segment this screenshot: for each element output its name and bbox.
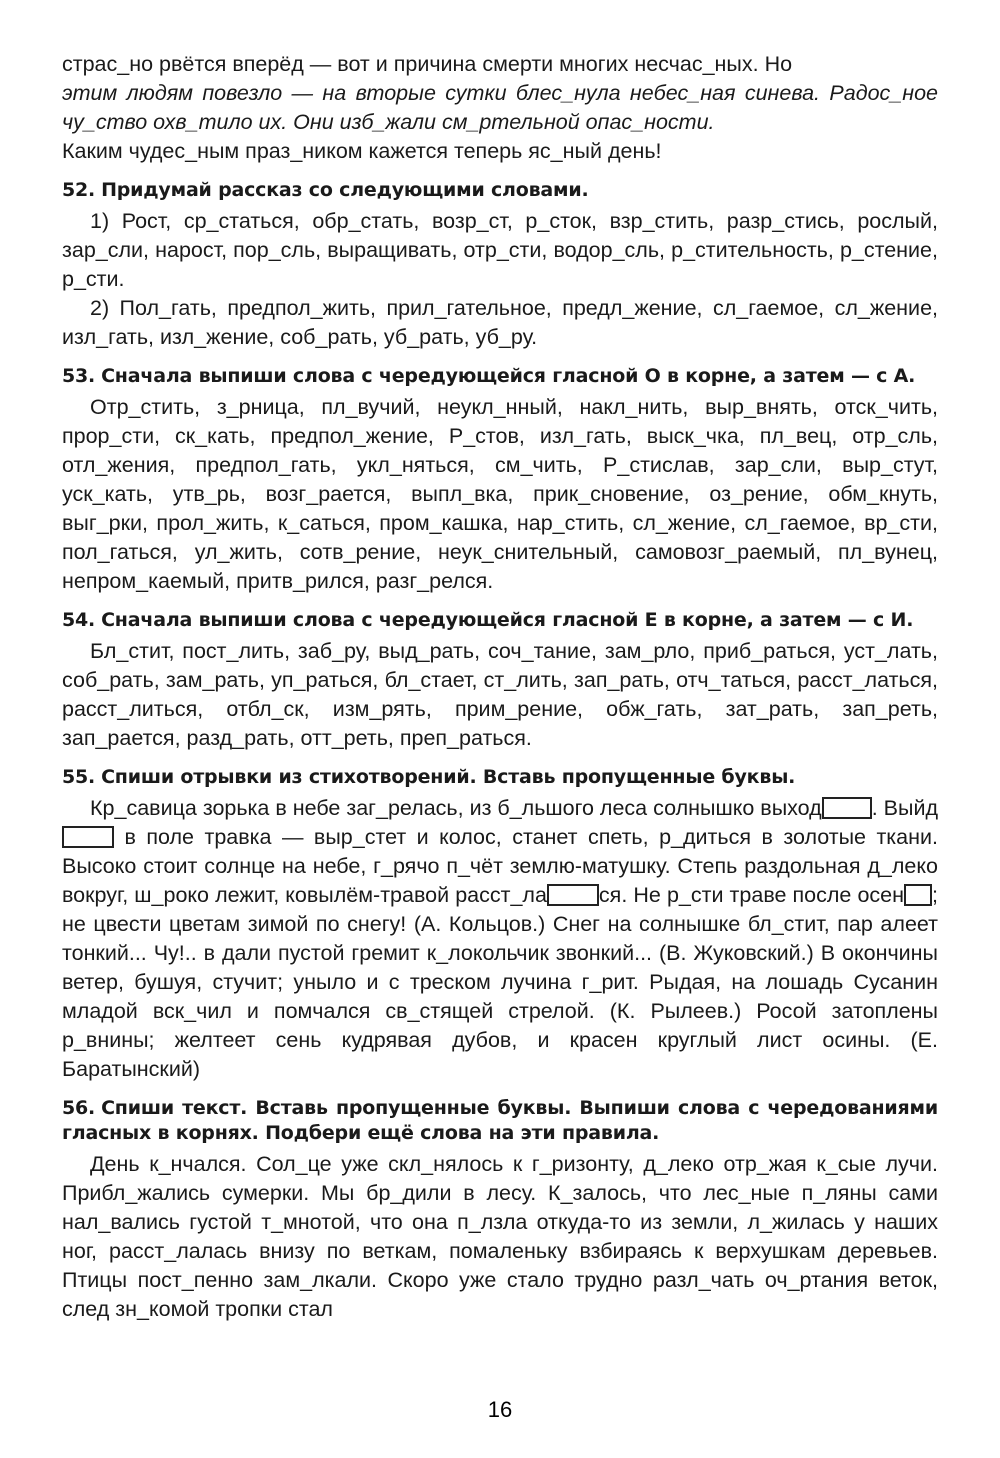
task-54-text: Бл_стит, пост_лить, заб_ру, выд_рать, соч_тание, зам_рло, приб_раться, уст_лать, соб_рать, зам_рать, уп_раться, бл_стает, ст_лить, зап_рать, отч_таться, расст_латься, расст_литься, отбл_ск, изм_рять, прим_рение, обж_гать, зат_рать, зап_реть, зап_рается, разд_рать, отт_реть, преп_раться.	[62, 639, 938, 750]
task-56-number: 56.	[62, 1097, 96, 1119]
task-52	[62, 178, 938, 352]
task-55-segment: в поле травка — выр_стет и колос, станет спеть, р_диться в золотые ткани. Высоко стоит солнце на небе, г_рячо п_чёт землю-матушку. Степь раздольная д_леко вокруг, ш_роко лежит, ковылём-травой расст_ла	[62, 825, 938, 907]
letter-blank-box	[822, 797, 872, 819]
task-55-segment: ; не цвести цветам зимой по снегу! (А. Кольцов.) Снег на солнышке бл_стит, пар алеет тонкий... Чу!.. в дали пустой гремит к_локольчик звонкий... (В. Жуковский.) В окончины ветер, бушуя, стучит; уныло и с треском лучина г_рит. Рыдая, на лошадь Сусанин младой вск_чил и помчался св_стящей стрелой. (К. Рылеев.) Росой затоплены р_внины; желтеет сень кудрявая дубов, и красен круглый лист осины. (Е. Баратынский)	[62, 883, 938, 1081]
task-53-number: 53.	[62, 365, 96, 387]
intro-last-line: Каким чудес_ным праз_ником кажется теперь яс_ный день!	[62, 139, 662, 163]
page-number: 16	[487, 1397, 513, 1422]
task-54-number: 54.	[62, 609, 96, 631]
task-52-heading	[62, 178, 938, 203]
task-55	[62, 765, 938, 1084]
task-54-heading	[62, 608, 938, 633]
task-53-heading	[62, 364, 938, 389]
task-52-number: 52.	[62, 179, 96, 201]
task-53-title: Сначала выпиши слова с чередующейся гласной О в корне, а затем — с А.	[101, 365, 916, 387]
task-54-title: Сначала выпиши слова с чередующейся гласной Е в корне, а затем — с И.	[101, 609, 914, 631]
letter-blank-box	[904, 884, 932, 906]
task-52-title: Придумай рассказ со следующими словами.	[101, 179, 589, 201]
letter-blank-box	[62, 826, 114, 848]
task-53-text: Отр_стить, з_рница, пл_вучий, неукл_нный, накл_нить, выр_внять, отск_чить, прор_сти, ск_кать, предпол_жение, Р_стов, изл_гать, выск_чка, пл_вец, отр_сль, отл_жения, предпол_гать, укл_няться, см_чить, Р_стислав, зар_сли, выр_стут, уск_кать, утв_рь, возг_рается, выпл_вка, прик_сновение, оз_рение, обм_кнуть, выг_рки, прол_жить, к_саться, пром_кашка, нар_стить, сл_жение, сл_гаемое, вр_сти, пол_гаться, ул_жить, сотв_рение, неук_снительный, самовозг_раемый, пл_вунец, непром_каемый, притв_рился, разг_релся.	[62, 395, 938, 593]
letter-blank-box	[547, 884, 599, 906]
intro-section	[62, 50, 938, 166]
intro-line: страс_но рвётся вперёд — вот и причина смерти многих несчас_ных. Но	[62, 52, 793, 76]
task-55-segment: Кр_савица зорька в небе заг_релась, из б_льшого леса солнышко выход	[90, 796, 822, 820]
task-55-heading	[62, 765, 938, 790]
intro-italic-text: этим людям повезло — на вторые сутки блес_нула небес_ная синева. Радос_ное чу_ство охв_тило их. Они изб_жали см_ртельной опас_ности.	[62, 81, 938, 134]
task-56-text: День к_нчался. Сол_це уже скл_нялось к г_ризонту, д_леко отр_жая к_сые лучи. Прибл_жались сумерки. Мы бр_дили в лесу. К_залось, что лес_ные п_ляны сами нал_вались густой т_мнотой, что она п_лзла откуда-то из земли, л_жилась у наших ног, расст_лалась внизу по веткам, помаленьку взбираясь к верхушкам деревьев. Птицы пост_пенно зам_лкали. Скоро уже стало трудно разл_чать оч_ртания веток, след зн_комой тропки стал	[62, 1152, 938, 1321]
task-55-segment: ся. Не р_сти траве после осен	[598, 883, 905, 907]
task-54	[62, 608, 938, 753]
task-55-title: Спиши отрывки из стихотворений. Вставь пропущенные буквы.	[101, 766, 796, 788]
task-52-list-2: 2) Пол_гать, предпол_жить, прил_гательное, предл_жение, сл_гаемое, сл_жение, изл_гать, изл_жение, соб_рать, уб_рать, уб_ру.	[62, 296, 938, 349]
task-55-segment: . Выйд	[871, 796, 939, 820]
task-55-number: 55.	[62, 766, 96, 788]
task-53	[62, 364, 938, 596]
task-56-heading	[62, 1096, 938, 1146]
task-52-list-1: 1) Рост, ср_статься, обр_стать, возр_ст, р_сток, взр_стить, разр_стись, рослый, зар_сли, нарост, пор_сль, выращивать, отр_сти, водор_сль, р_стительность, р_стение, р_сти.	[62, 209, 938, 291]
task-56	[62, 1096, 938, 1324]
task-55-text	[62, 794, 938, 1084]
task-56-title: Спиши текст. Вставь пропущенные буквы. Выпиши слова с чередованиями гласных в корнях. Подбери ещё слова на эти правила.	[62, 1097, 938, 1144]
